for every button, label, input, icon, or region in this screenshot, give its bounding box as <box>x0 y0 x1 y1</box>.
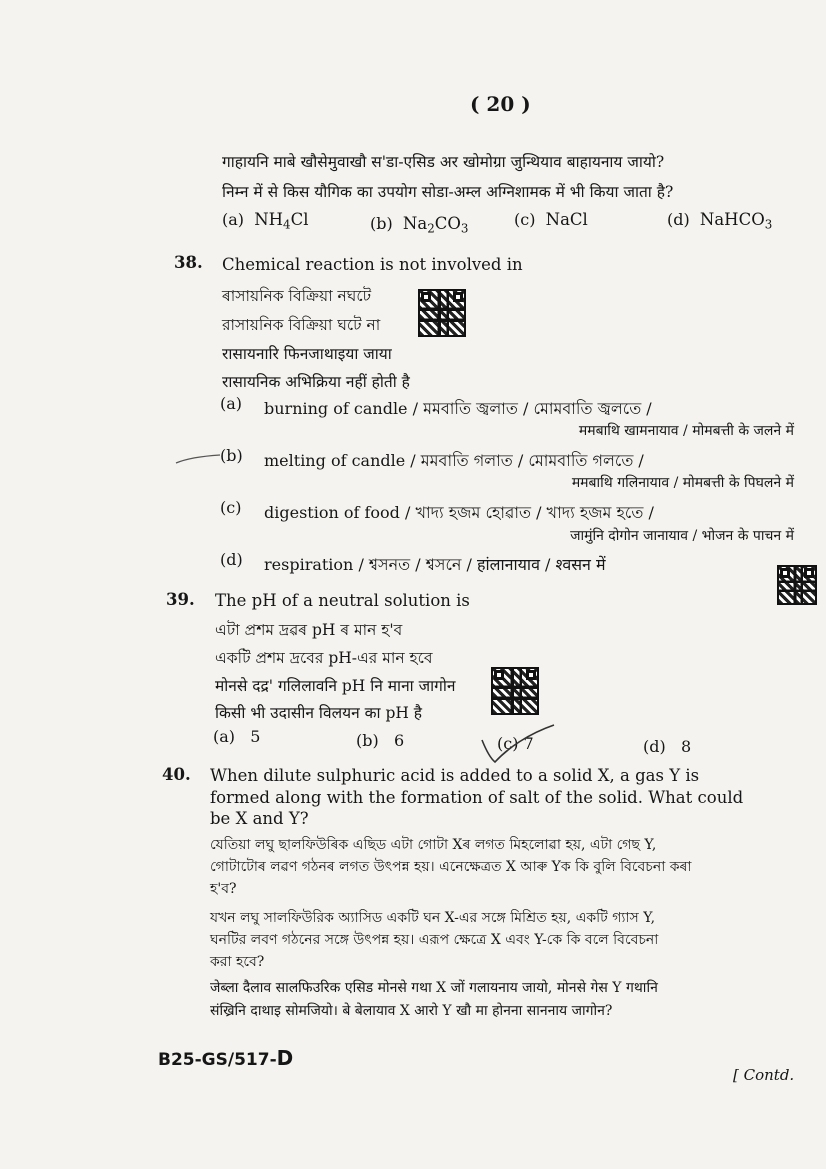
option-text: 6 <box>394 731 405 750</box>
q40-question-line: When dilute sulphuric acid is added to a solid X, a gas Y is <box>210 766 700 785</box>
q40-assamese-line: যেতিয়া লঘু ছালফিউৰিক এছিড এটা গোটা Xৰ লগত মিহলোৱা হয়, এটা গেছ Y, <box>210 837 657 853</box>
q38-hindi: रासायनिक अभिक्रिया नहीं होती है <box>222 373 410 391</box>
q40-question-line: be X and Y? <box>210 809 309 828</box>
q39-option-a <box>213 727 260 746</box>
option-text: NaHCO$_3$ <box>699 210 773 232</box>
q37-option-b <box>370 214 469 236</box>
q39-question: The pH of a neutral solution is <box>215 591 470 610</box>
q38-question: Chemical reaction is not involved in <box>222 255 523 274</box>
pen-checkmark <box>478 722 558 766</box>
option-text: NaCl <box>545 210 588 229</box>
option-text: 7 <box>523 734 534 753</box>
side-qr-code <box>777 565 817 605</box>
q40-bodo-line: जेब्ला दैलाव सालफिउरिक एसिड मोनसे गथा X जों गलायनाय जायो, मोनसे गेस Y गथानि <box>210 980 658 996</box>
q38-option-b-line1: melting of candle / মমবাতি গলাত / মোমবাতি গলতে / <box>264 451 644 470</box>
q39-qr-code <box>491 667 539 715</box>
q38-option-c-line2: जामुंनि दोगोन जानायाव / भोजन के पाचन में <box>570 528 794 544</box>
q37-option-c <box>514 210 588 229</box>
q40-bengali-line: করা হবে? <box>210 954 265 970</box>
q38-bengali: রাসায়নিক বিক্রিয়া ঘটে না <box>222 316 381 334</box>
option-label: (c) <box>497 734 519 753</box>
q38-option-b-label: (b) <box>220 446 243 465</box>
q38-option-d-label: (d) <box>220 550 243 569</box>
continued-note: [ Contd. <box>733 1066 795 1084</box>
q38-option-a-line2: ममबाथि खामनायाव / मोमबत्ती के जलने में <box>578 423 794 439</box>
q40-question-line: formed along with the formation of salt of the solid. What could <box>210 788 744 807</box>
option-label: (a) <box>222 210 245 229</box>
q38-number: 38. <box>174 253 203 272</box>
option-label: (a) <box>213 727 236 746</box>
q38-option-a-label: (a) <box>220 394 243 413</box>
q38-qr-code <box>418 289 466 337</box>
page-number: ( 20 ) <box>470 92 531 116</box>
q37-option-d <box>667 210 773 232</box>
option-text: $NH_4Cl$ <box>254 210 309 232</box>
q38-option-c-label: (c) <box>220 498 242 517</box>
option-label: (b) <box>356 731 379 750</box>
option-label: (d) <box>643 737 666 756</box>
option-text: $Na_2CO_3$ <box>402 214 469 236</box>
q39-option-d <box>643 737 691 756</box>
paper-code-prefix: B25-GS/517- <box>158 1050 277 1070</box>
q39-option-b <box>356 731 404 750</box>
q38-option-b-line2: ममबाथि गलिनायाव / मोमबत्ती के पिघलने में <box>571 475 794 491</box>
pen-tick-mark <box>174 452 222 466</box>
q38-option-a-line1: burning of candle / মমবাতি জ্বলাত / মোমবাতি জ্বলতে / <box>264 399 652 418</box>
q39-assamese: এটা প্ৰশম দ্ৰৱৰ pH ৰ মান হ'ব <box>215 621 403 639</box>
q38-assamese: ৰাসায়নিক বিক্ৰিয়া নঘটে <box>222 287 372 305</box>
q40-assamese-line: হ'ব? <box>210 881 237 897</box>
option-label: (d) <box>667 210 690 229</box>
q39-bengali: একটি প্রশম দ্রবের pH-এর মান হবে <box>215 649 433 667</box>
q37-option-a <box>222 210 309 232</box>
q40-assamese-line: গোটাটোৰ লৱণ গঠনৰ লগত উৎপন্ন হয়। এনেক্ষেত্ৰত X আৰু Yক কি বুলি বিবেচনা কৰা <box>210 859 692 875</box>
q37-hindi-text: निम्न में से किस यौगिक का उपयोग सोडा-अम्ल अग्निशामक में भी किया जाता है? <box>222 183 674 201</box>
q39-bodo: मोनसे दद्र' गलिलावनि pH नि माना जागोन <box>215 677 456 695</box>
q40-bengali-line: যখন লঘু সালফিউরিক অ্যাসিড একটি ঘন X-এর সঙ্গে মিশ্রিত হয়, একটি গ্যাস Y, <box>210 910 656 926</box>
q39-number: 39. <box>166 590 195 609</box>
paper-code <box>158 1046 293 1070</box>
q40-bengali-line: ঘনটির লবণ গঠনের সঙ্গে উৎপন্ন হয়। এরূপ ক্ষেত্রে X এবং Y-কে কি বলে বিবেচনা <box>210 932 659 948</box>
q37-bodo-text: गाहायनि माबे खौसेमुवाखौ स'डा-एसिड अर खोमोग्रा जुन्थियाव बाहायनाय जायो? <box>222 153 665 171</box>
option-text: 8 <box>681 737 692 756</box>
q39-hindi: किसी भी उदासीन विलयन का pH है <box>215 704 423 722</box>
q38-bodo: रासायनारि फिनजाथाइया जाया <box>222 345 392 363</box>
q38-option-d-line1: respiration / শ্বসনত / শ্বসনে / हांलानायाव / श्वसन में <box>264 555 606 574</box>
q40-bodo-line: संख्रिनि दाथाइ सोमजियो। बे बेलायाव X आरो Y खौ मा होनना साननाय जागोन? <box>210 1003 613 1019</box>
q40-number: 40. <box>162 765 191 784</box>
paper-code-set: D <box>276 1046 294 1070</box>
option-label: (b) <box>370 214 393 233</box>
option-label: (c) <box>514 210 536 229</box>
option-text: 5 <box>250 727 261 746</box>
q38-option-c-line1: digestion of food / খাদ্য হজম হোৱাত / খাদ্য হজম হতে / <box>264 503 654 522</box>
